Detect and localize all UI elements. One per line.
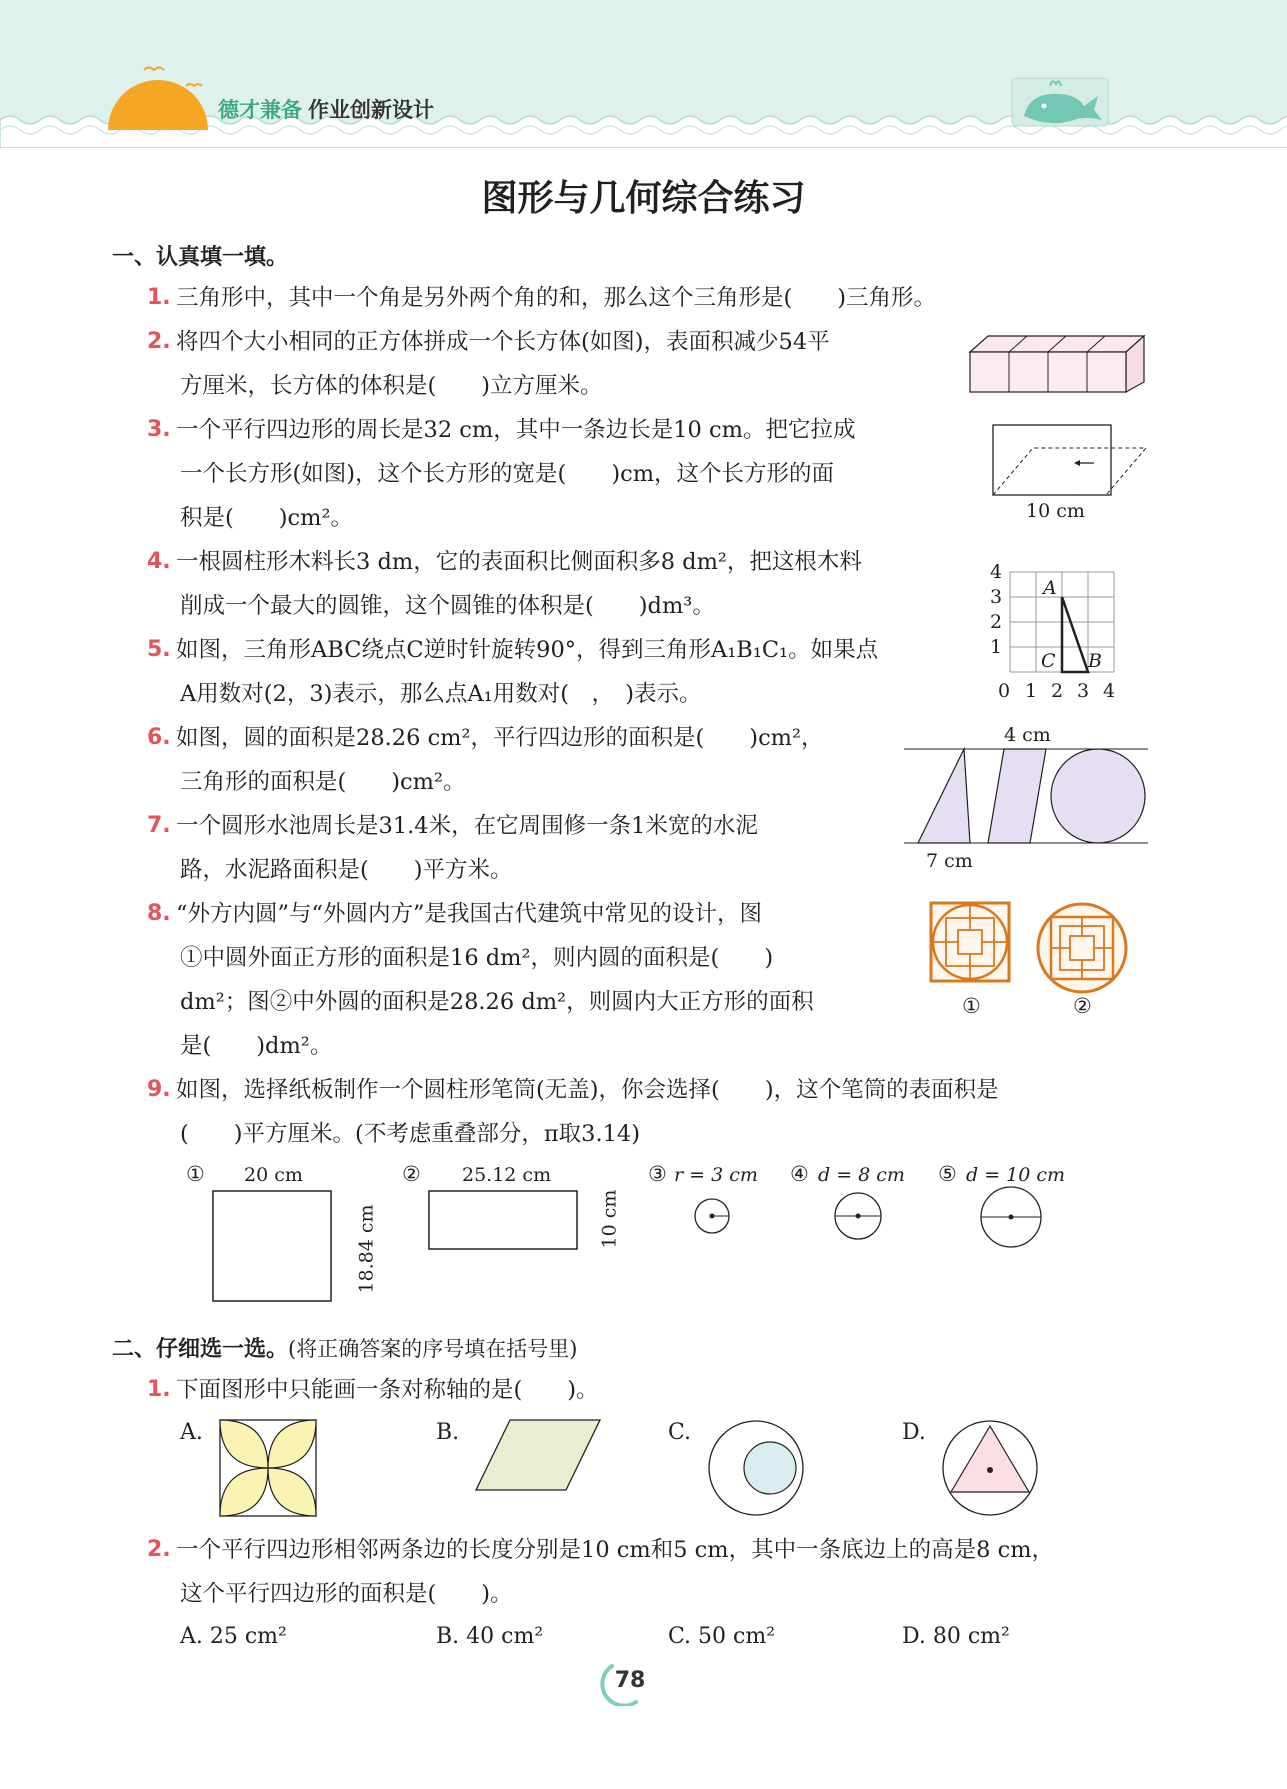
q1-number: 1.: [147, 285, 171, 310]
q3-line-1: 一个平行四边形的周长是32 cm，其中一条边长是10 cm。把它拉成: [176, 417, 856, 443]
s2-q1-figure-b-parallelogram: [474, 1418, 602, 1492]
s2-q2-option-d: D. 80 cm²: [902, 1624, 1010, 1649]
q7-number: 7.: [147, 813, 171, 838]
q7-line-1: 一个圆形水池周长是31.4米，在它周围修一条1米宽的水泥: [176, 813, 758, 839]
q8-figure-1-square-circle: [928, 900, 1012, 984]
q4-line-2: 削成一个最大的圆锥，这个圆锥的体积是( )dm³。: [180, 593, 715, 619]
q6-shapes-figure: [904, 746, 1148, 846]
q3-rectangle-figure: [988, 420, 1148, 500]
s2-q1-option-b: B.: [436, 1420, 460, 1445]
q5-grid-figure: [1008, 560, 1120, 680]
q9-option-2-height-label: 10 cm: [598, 1189, 621, 1249]
q5-x-tick-2: 2: [1051, 680, 1064, 702]
q2-number: 2.: [147, 329, 171, 354]
q5-line-1: 如图，三角形ABC绕点C逆时针旋转90°，得到三角形A₁B₁C₁。如果点: [176, 637, 879, 663]
sun-icon: [104, 64, 214, 134]
s2-q1-option-a: A.: [180, 1420, 203, 1445]
q6-bottom-label: 7 cm: [926, 850, 973, 872]
q9-number: 9.: [147, 1077, 171, 1102]
q6-top-label: 4 cm: [1004, 724, 1051, 746]
q8-line-4: 是( )dm²。: [180, 1033, 333, 1059]
q5-y-tick-4: 4: [990, 561, 1003, 583]
s2-q2-option-c: C. 50 cm²: [668, 1624, 776, 1649]
q7-line-2: 路，水泥路面积是( )平方米。: [180, 857, 513, 883]
q5-line-2: A用数对(2，3)表示，那么点A₁用数对( ， )表示。: [180, 681, 702, 707]
s2-q1-figure-c-circles: [706, 1418, 806, 1518]
q8-number: 8.: [147, 901, 171, 926]
s2-q1-number: 1.: [147, 1377, 171, 1402]
section-2-note: (将正确答案的序号填在括号里): [288, 1337, 578, 1361]
q3-line-3: 积是( )cm²。: [180, 505, 354, 531]
q9-option-2-width-label: 25.12 cm: [462, 1164, 552, 1186]
q9-option-5-diameter-label: d = 10 cm: [966, 1164, 1066, 1186]
q9-line-1: 如图，选择纸板制作一个圆柱形笔筒(无盖)，你会选择( )，这个笔筒的表面积是: [176, 1077, 999, 1103]
s2-q1-figure-a-petals: [218, 1418, 318, 1518]
q8-label-1: ①: [962, 994, 981, 1018]
q9-option-2-number: ②: [402, 1162, 421, 1186]
q9-option-4-circle: [832, 1190, 884, 1242]
q9-option-1-height-label: 18.84 cm: [355, 1204, 378, 1294]
q6-line-1: 如图，圆的面积是28.26 cm²，平行四边形的面积是( )cm²，: [176, 725, 824, 751]
page-number: 78: [614, 1668, 646, 1693]
q2-cuboid-figure: [966, 330, 1146, 394]
q2-line-1: 将四个大小相同的正方体拼成一个长方体(如图)，表面积减少54平: [176, 329, 830, 355]
q9-option-1-width-label: 20 cm: [244, 1164, 303, 1186]
q9-option-4-diameter-label: d = 8 cm: [818, 1164, 905, 1186]
q4-line-1: 一根圆柱形木料长3 dm，它的表面积比侧面积多8 dm²，把这根木料: [176, 549, 862, 575]
q8-line-3: dm²；图②中外圆的面积是28.26 dm²，则圆内大正方形的面积: [180, 989, 814, 1015]
section-1-heading: 一、认真填一填。: [112, 245, 289, 270]
q8-label-2: ②: [1073, 994, 1092, 1018]
s2-q2-option-a: A. 25 cm²: [180, 1624, 287, 1649]
q9-option-3-circle: [692, 1196, 732, 1236]
q1-text: 三角形中，其中一个角是另外两个角的和，那么这个三角形是( )三角形。: [176, 285, 937, 311]
brand-dark-text: 作业创新设计: [308, 98, 434, 122]
q5-x-tick-1: 1: [1025, 680, 1038, 702]
section-2-heading: [112, 1332, 577, 1363]
section-2-title: 二、仔细选一选。: [112, 1337, 289, 1362]
q5-y-tick-1: 1: [990, 636, 1003, 658]
s2-q1-option-d: D.: [902, 1420, 926, 1445]
s2-q2-line-1: 一个平行四边形相邻两条边的长度分别是10 cm和5 cm，其中一条底边上的高是8 cm，: [176, 1537, 1055, 1563]
s2-q1-figure-d-circle-triangle: [940, 1418, 1040, 1518]
s2-q1-text: 下面图形中只能画一条对称轴的是( )。: [176, 1377, 599, 1403]
q9-option-3-radius-label: r = 3 cm: [674, 1164, 758, 1186]
q6-line-2: 三角形的面积是( )cm²。: [180, 769, 466, 795]
q5-x-tick-0: 0: [998, 680, 1011, 702]
q5-y-tick-2: 2: [990, 611, 1003, 633]
q8-figure-2-circle-square: [1034, 900, 1130, 996]
q9-option-3-number: ③: [648, 1162, 667, 1186]
q2-line-2: 方厘米，长方体的体积是( )立方厘米。: [180, 373, 603, 399]
q9-line-2: ( )平方厘米。(不考虑重叠部分，π取3.14): [180, 1121, 640, 1147]
q5-y-tick-3: 3: [990, 586, 1003, 608]
q3-length-label: 10 cm: [1026, 500, 1085, 522]
q9-option-4-number: ④: [790, 1162, 809, 1186]
brand-green-text: 德才兼备: [218, 98, 302, 122]
s2-q2-line-2: 这个平行四边形的面积是( )。: [180, 1581, 513, 1607]
q8-line-2: ①中圆外面正方形的面积是16 dm²，则内圆的面积是( ): [180, 945, 774, 971]
s2-q1-option-c: C.: [668, 1420, 692, 1445]
q5-point-c: C: [1041, 650, 1056, 672]
q5-point-b: B: [1088, 650, 1102, 672]
q5-x-tick-3: 3: [1077, 680, 1090, 702]
q9-option-2-rectangle: [428, 1190, 580, 1252]
q4-number: 4.: [147, 549, 171, 574]
q5-point-a: A: [1043, 577, 1057, 599]
whale-icon: [1010, 72, 1110, 132]
q3-line-2: 一个长方形(如图)，这个长方形的宽是( )cm，这个长方形的面: [180, 461, 835, 487]
brand-title: [218, 94, 434, 124]
q3-number: 3.: [147, 417, 171, 442]
q6-number: 6.: [147, 725, 171, 750]
q9-option-5-circle: [978, 1184, 1044, 1250]
q5-x-tick-4: 4: [1103, 680, 1116, 702]
page-title: 图形与几何综合练习: [481, 178, 806, 219]
q9-option-1-number: ①: [186, 1162, 205, 1186]
q8-line-1: “外方内圆”与“外圆内方”是我国古代建筑中常见的设计，图: [176, 901, 763, 927]
q9-option-1-square: [212, 1190, 336, 1304]
q9-option-5-number: ⑤: [938, 1162, 957, 1186]
q5-number: 5.: [147, 637, 171, 662]
s2-q2-option-b: B. 40 cm²: [436, 1624, 544, 1649]
s2-q2-number: 2.: [147, 1537, 171, 1562]
